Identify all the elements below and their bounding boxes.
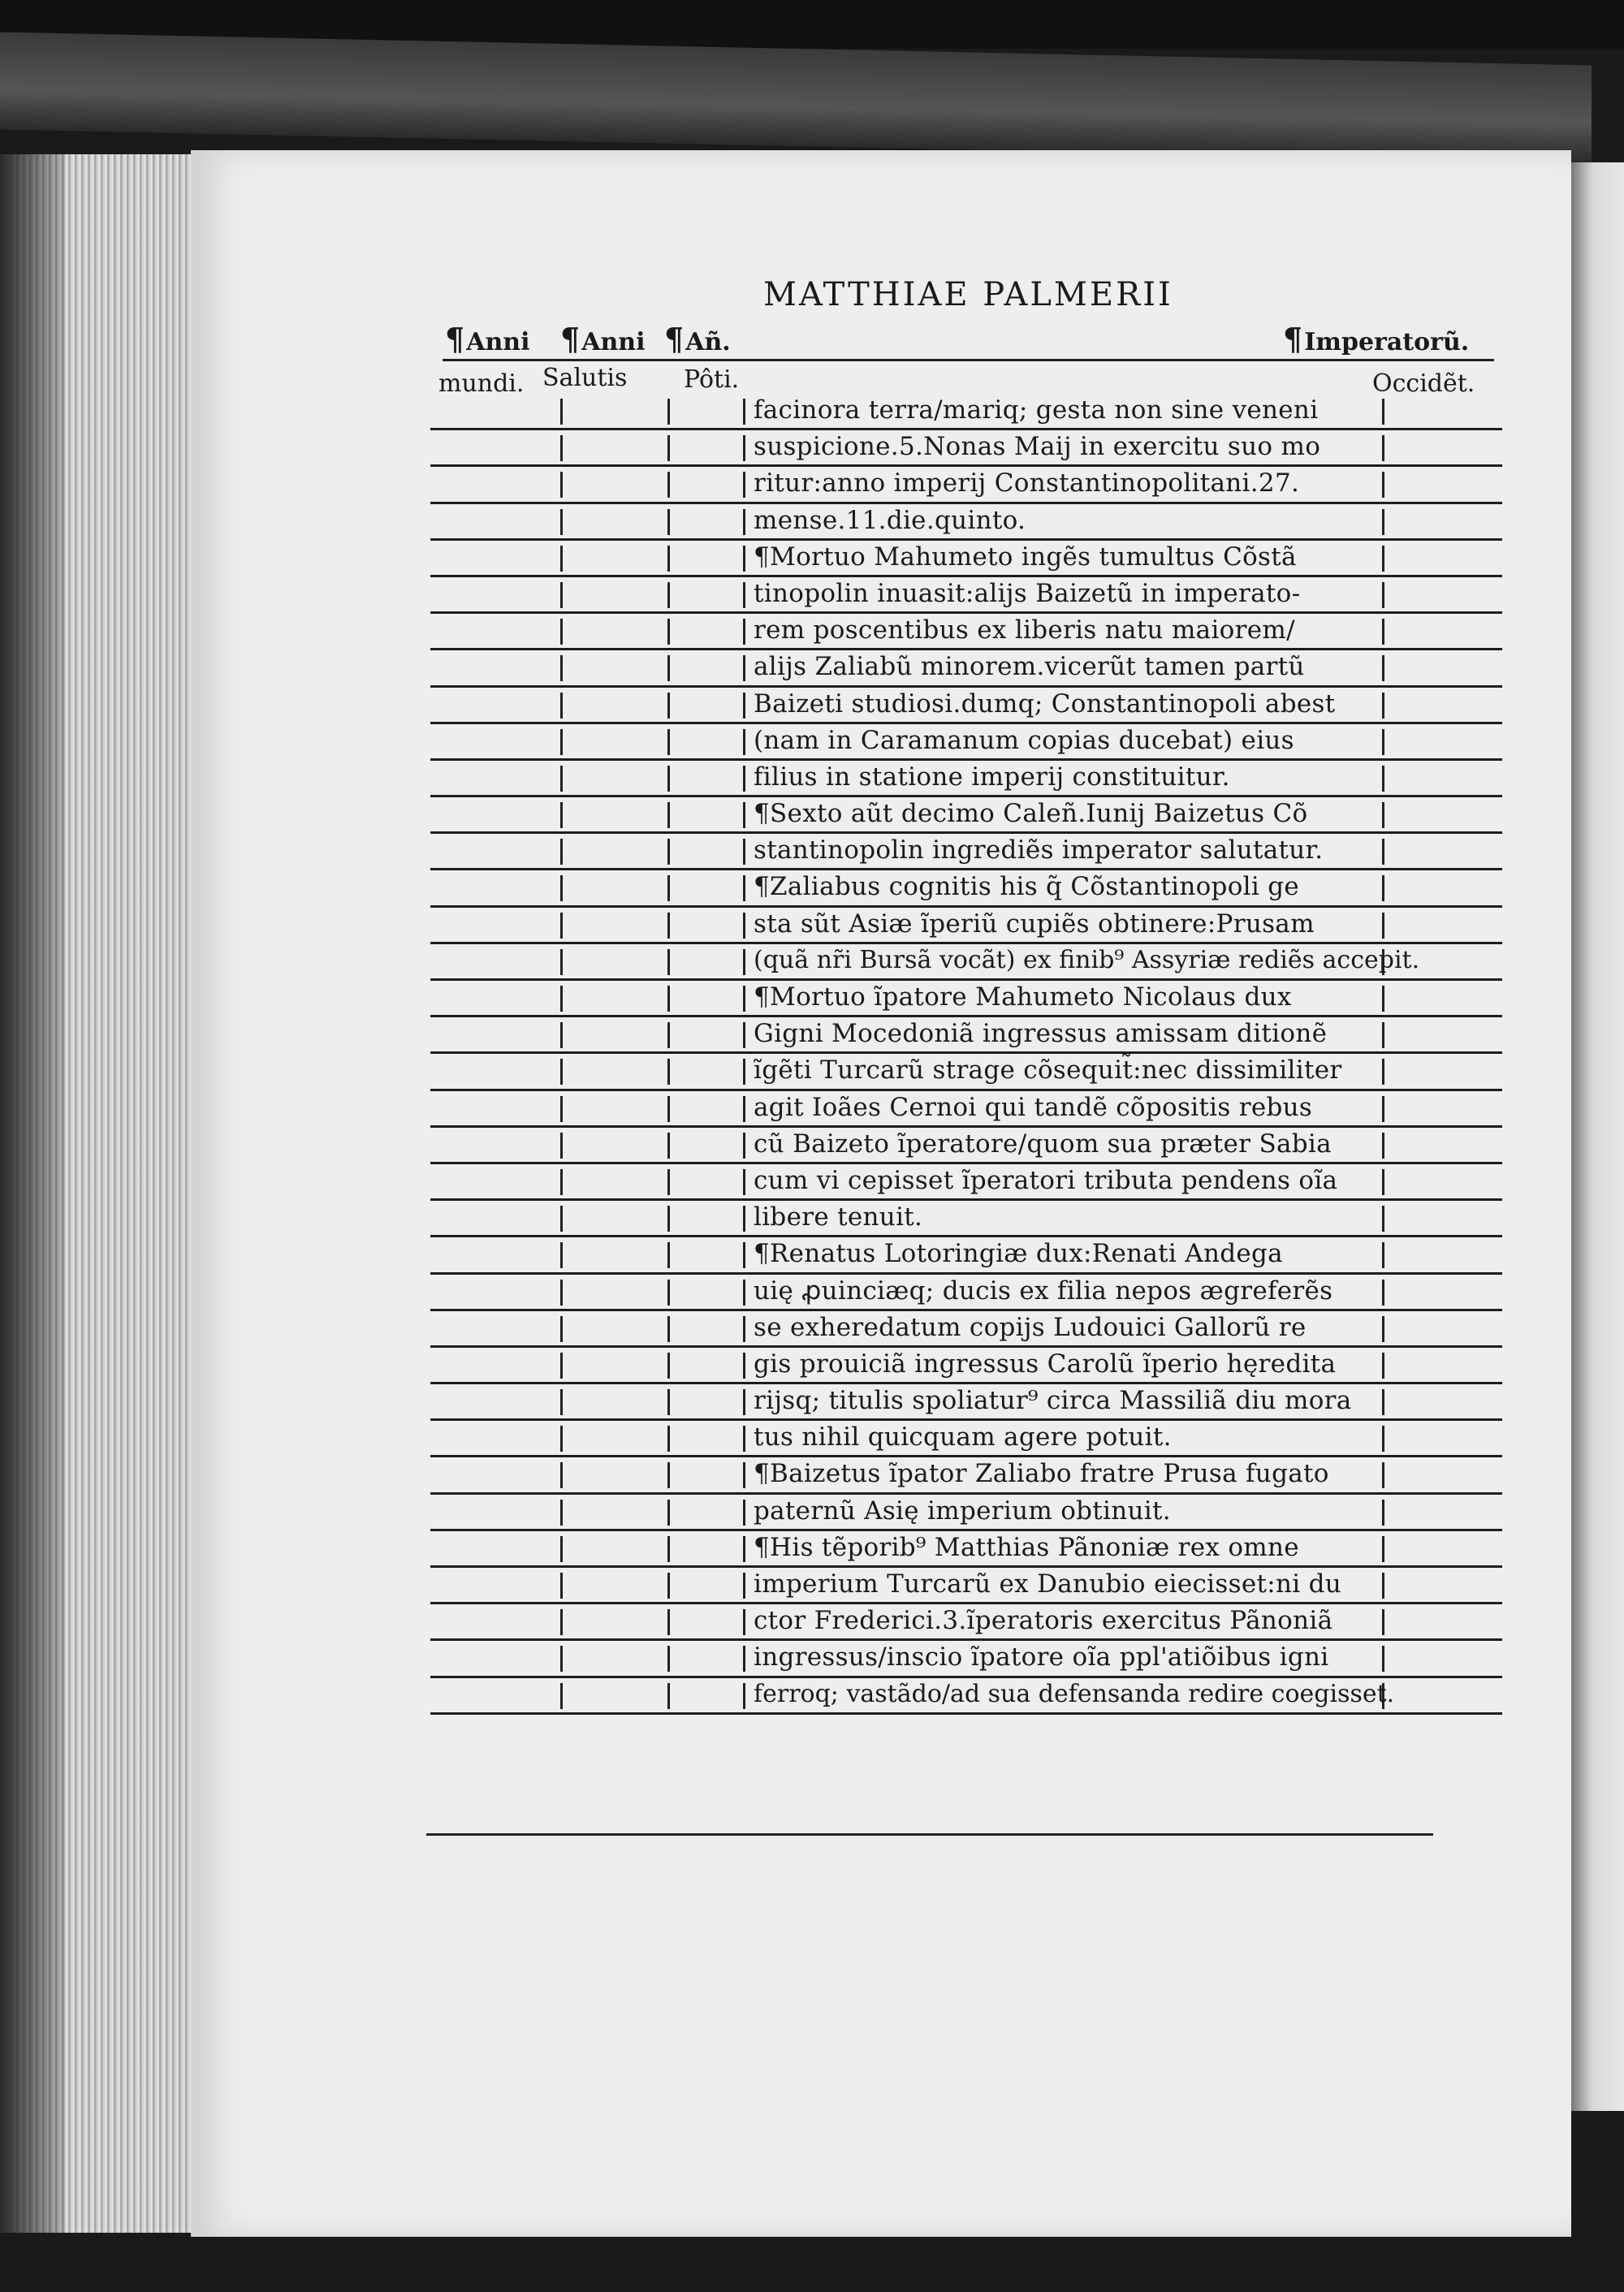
column-divider (560, 839, 563, 865)
column-divider (743, 1609, 745, 1635)
table-row (430, 908, 1502, 944)
table-row (430, 1275, 1502, 1311)
text-line: tinopolin inuasit:alijs Baizetũ in imperato- (754, 578, 1301, 608)
column-divider (560, 435, 563, 461)
column-divider (1382, 472, 1384, 498)
column-divider (667, 1536, 670, 1562)
column-divider (743, 1206, 745, 1232)
column-divider (743, 509, 745, 535)
table-row (430, 541, 1502, 577)
column-divider (1382, 1316, 1384, 1342)
column-divider (560, 546, 563, 572)
column-divider (1382, 729, 1384, 755)
column-divider (560, 729, 563, 755)
column-divider (667, 1022, 670, 1048)
table-row (430, 797, 1502, 834)
column-divider (667, 986, 670, 1012)
table-row (430, 870, 1502, 907)
column-divider (1382, 1353, 1384, 1379)
column-divider (1382, 1059, 1384, 1085)
table-row (430, 1128, 1502, 1164)
table-row (430, 1237, 1502, 1274)
text-line: se exheredatum copijs Ludouici Gallorũ re (754, 1312, 1307, 1342)
text-line: ĩgẽti Turcarũ strage cõsequit̃:nec dissimiliter (754, 1055, 1342, 1086)
text-line: ctor Frederici.3.ĩperatoris exercitus Pãnoniã (754, 1606, 1333, 1636)
column-divider (1382, 1096, 1384, 1122)
table-row (430, 1348, 1502, 1384)
text-line: rijsq; titulis spoliatur⁹ circa Massiliã diu mora (754, 1386, 1352, 1416)
column-divider (667, 766, 670, 792)
column-divider (743, 1389, 745, 1415)
column-divider (743, 1646, 745, 1672)
column-divider (1382, 839, 1384, 865)
table-row (430, 1091, 1502, 1128)
column-divider (743, 802, 745, 828)
text-line: rem poscentibus ex liberis natu maiorem/ (754, 615, 1295, 645)
table-row (430, 430, 1502, 467)
pilcrow-icon: ¶ (560, 321, 581, 357)
column-divider (560, 1133, 563, 1159)
column-divider (1382, 1206, 1384, 1232)
column-divider (667, 802, 670, 828)
text-line: ferroq; vastãdo/ad sua defensanda redire coegisset. (754, 1679, 1395, 1708)
facing-page-edge (1571, 162, 1624, 2111)
column-divider (1382, 509, 1384, 535)
column-divider (560, 1573, 563, 1599)
column-divider (1382, 1426, 1384, 1452)
text-line: stantinopolin ingrediẽs imperator salutatur. (754, 835, 1324, 865)
text-line: ¶Mortuo ĩpatore Mahumeto Nicolaus dux (754, 982, 1292, 1012)
column-divider (560, 582, 563, 608)
column-divider (1382, 1169, 1384, 1195)
column-divider (743, 399, 745, 425)
column-divider (560, 913, 563, 939)
column-divider (560, 802, 563, 828)
column-divider (667, 1133, 670, 1159)
column-divider (743, 839, 745, 865)
column-divider (667, 1426, 670, 1452)
pilcrow-icon: ¶ (445, 321, 465, 357)
text-line: uię ꝓuinciæq; ducis ex filia nepos ægreferẽs (754, 1275, 1333, 1306)
table-row (430, 981, 1502, 1017)
column-divider (743, 1059, 745, 1085)
column-divider (743, 913, 745, 939)
table-row (430, 724, 1502, 761)
column-divider (667, 1389, 670, 1415)
column-divider (1382, 435, 1384, 461)
column-divider (667, 949, 670, 975)
column-divider (1382, 546, 1384, 572)
column-divider (743, 1133, 745, 1159)
column-divider (743, 1683, 745, 1709)
table-row (430, 1495, 1502, 1531)
column-divider (560, 1389, 563, 1415)
header-rule (443, 359, 1494, 361)
column-divider (743, 435, 745, 461)
column-divider (667, 435, 670, 461)
column-divider (743, 1280, 745, 1306)
column-divider (743, 1426, 745, 1452)
text-line: sta sũt Asiæ ĩperiũ cupiẽs obtinere:Prusam (754, 909, 1315, 939)
table-row (430, 650, 1502, 687)
column-divider (560, 875, 563, 901)
column-divider (667, 729, 670, 755)
column-divider (1382, 1573, 1384, 1599)
table-row (430, 614, 1502, 650)
column-divider (667, 582, 670, 608)
column-divider (667, 509, 670, 535)
column-divider (667, 1353, 670, 1379)
column-divider (667, 1206, 670, 1232)
column-divider (1382, 619, 1384, 645)
header-imperatorum: ¶Imperatorũ. (1283, 321, 1470, 357)
column-divider (560, 1280, 563, 1306)
pilcrow-icon: ¶ (664, 321, 685, 357)
column-divider (667, 839, 670, 865)
column-divider (667, 1316, 670, 1342)
text-line: agit Ioães Cernoi qui tandẽ cõpositis rebus (754, 1092, 1313, 1122)
column-divider (667, 1280, 670, 1306)
column-divider (560, 1206, 563, 1232)
column-divider (667, 875, 670, 901)
column-divider (560, 655, 563, 681)
table-row (430, 1201, 1502, 1237)
column-divider (743, 1169, 745, 1195)
column-divider (1382, 693, 1384, 719)
column-divider (1382, 1280, 1384, 1306)
table-row (430, 1531, 1502, 1568)
column-divider (1382, 1646, 1384, 1672)
column-divider (1382, 1242, 1384, 1268)
column-divider (743, 875, 745, 901)
column-divider (667, 399, 670, 425)
text-line: cum vi cepisset ĩperatori tributa pendens oĩa (754, 1165, 1338, 1195)
column-divider (560, 949, 563, 975)
column-divider (743, 1353, 745, 1379)
text-line: gis prouiciã ingressus Carolũ ĩperio hęredita (754, 1349, 1337, 1379)
column-divider (743, 986, 745, 1012)
text-line: filius in statione imperij constituitur. (754, 762, 1230, 792)
text-line: ¶Mortuo Mahumeto ingẽs tumultus Cõstã (754, 542, 1297, 572)
table-row (430, 944, 1502, 981)
column-divider (743, 1573, 745, 1599)
text-line: mense.11.die.quinto. (754, 505, 1026, 535)
text-line: libere tenuit. (754, 1202, 923, 1232)
column-divider (743, 1242, 745, 1268)
table-row (430, 1421, 1502, 1457)
column-divider (667, 1573, 670, 1599)
column-divider (667, 913, 670, 939)
column-divider (667, 472, 670, 498)
header-anni-mundi: ¶Anni (445, 321, 530, 357)
header-mundi-label: mundi. (438, 369, 525, 398)
column-divider (667, 655, 670, 681)
table-row (430, 504, 1502, 541)
row-rule (430, 1712, 1502, 1715)
column-divider (1382, 802, 1384, 828)
column-divider (1382, 1500, 1384, 1526)
table-row (430, 834, 1502, 870)
column-divider (743, 949, 745, 975)
column-divider (667, 1059, 670, 1085)
column-divider (560, 1646, 563, 1672)
column-divider (743, 1500, 745, 1526)
column-divider (560, 1462, 563, 1488)
column-divider (560, 619, 563, 645)
column-divider (560, 986, 563, 1012)
table-row (430, 1678, 1502, 1715)
column-divider (667, 1462, 670, 1488)
column-divider (1382, 1389, 1384, 1415)
column-divider (1382, 655, 1384, 681)
column-divider (560, 1242, 563, 1268)
column-divider (560, 693, 563, 719)
text-line: imperium Turcarũ ex Danubio eiecisset:ni du (754, 1569, 1342, 1599)
column-divider (560, 399, 563, 425)
column-divider (1382, 913, 1384, 939)
column-divider (667, 1500, 670, 1526)
column-divider (1382, 582, 1384, 608)
column-divider (743, 729, 745, 755)
table-row (430, 467, 1502, 503)
column-divider (1382, 1462, 1384, 1488)
table-row (430, 761, 1502, 797)
text-line: cũ Baizeto ĩperatore/quom sua præter Sabia (754, 1129, 1332, 1159)
column-divider (1382, 1609, 1384, 1635)
column-divider (667, 1169, 670, 1195)
column-divider (667, 1242, 670, 1268)
column-divider (743, 1462, 745, 1488)
header-poti-label: Pôti. (684, 365, 740, 394)
table-row (430, 1604, 1502, 1641)
column-divider (1382, 399, 1384, 425)
column-divider (667, 1609, 670, 1635)
column-divider (560, 1316, 563, 1342)
bottom-rule (426, 1833, 1433, 1836)
table-row (430, 1311, 1502, 1348)
column-divider (667, 1683, 670, 1709)
column-divider (560, 1059, 563, 1085)
header-an-poti: ¶Añ. (664, 321, 731, 357)
text-line: paternũ Asię imperium obtinuit. (754, 1496, 1171, 1526)
text-line: ¶Sexto aũt decimo Caleñ.Iunij Baizetus Cõ (754, 799, 1308, 829)
column-divider (560, 1683, 563, 1709)
column-divider (743, 1316, 745, 1342)
column-divider (1382, 1536, 1384, 1562)
column-divider (1382, 1022, 1384, 1048)
header-anni-salutis: ¶Anni (560, 321, 646, 357)
column-divider (560, 766, 563, 792)
column-divider (560, 1096, 563, 1122)
column-divider (1382, 875, 1384, 901)
header-salutis-label: Salutis (542, 364, 628, 392)
column-divider (667, 546, 670, 572)
column-divider (743, 1536, 745, 1562)
column-divider (560, 1609, 563, 1635)
column-divider (743, 1022, 745, 1048)
running-head: MATTHIAE PALMERII (763, 276, 1173, 313)
column-divider (560, 1169, 563, 1195)
column-divider (743, 546, 745, 572)
header-occident-label: Occidẽt. (1372, 369, 1475, 398)
column-divider (1382, 986, 1384, 1012)
column-divider (560, 1536, 563, 1562)
chronicle-table (430, 394, 1502, 1715)
column-divider (667, 1646, 670, 1672)
text-line: ritur:anno imperij Constantinopolitani.27. (754, 468, 1300, 499)
text-line: (quã nr̃i Bursã vocãt) ex finib⁹ Assyriæ rediẽs accepit. (754, 945, 1420, 974)
text-line: facinora terra/mariq; gesta non sine veneni (754, 395, 1319, 425)
column-divider (560, 1500, 563, 1526)
text-line: ¶Baizetus ĩpator Zaliabo fratre Prusa fugato (754, 1459, 1329, 1489)
column-divider (743, 582, 745, 608)
table-row (430, 577, 1502, 614)
table-row (430, 1054, 1502, 1090)
table-row (430, 1568, 1502, 1604)
text-line: ¶His tẽporib⁹ Matthias Pãnoniæ rex omne (754, 1532, 1299, 1562)
text-line: alijs Zaliabũ minorem.vicerũt tamen partũ (754, 652, 1305, 682)
text-line: Gigni Mocedoniã ingressus amissam ditionẽ (754, 1019, 1328, 1049)
column-divider (1382, 766, 1384, 792)
text-line: ingressus/inscio ĩpatore oĩa ppl'atiõibus igni (754, 1642, 1329, 1673)
text-line: ¶Zaliabus cognitis his q̃ Cõstantinopoli ge (754, 872, 1300, 902)
text-line: tus nihil quicquam agere potuit. (754, 1422, 1172, 1452)
column-divider (560, 509, 563, 535)
table-row (430, 1384, 1502, 1421)
table-row (430, 1164, 1502, 1201)
column-divider (743, 472, 745, 498)
column-divider (1382, 1133, 1384, 1159)
column-divider (560, 472, 563, 498)
table-row (430, 1457, 1502, 1494)
text-line: suspicione.5.Nonas Maij in exercitu suo mo (754, 432, 1321, 462)
column-divider (743, 766, 745, 792)
text-line: (nam in Caramanum copias ducebat) eius (754, 725, 1294, 755)
column-divider (743, 1096, 745, 1122)
table-row (430, 1641, 1502, 1677)
page-edges-stack (0, 154, 203, 2233)
column-divider (667, 1096, 670, 1122)
text-line: ¶Renatus Lotoringiæ dux:Renati Andega (754, 1239, 1283, 1269)
text-line: Baizeti studiosi.dumq; Constantinopoli abest (754, 688, 1336, 719)
table-row (430, 394, 1502, 430)
table-row (430, 1017, 1502, 1054)
column-divider (743, 619, 745, 645)
column-divider (743, 655, 745, 681)
column-divider (667, 619, 670, 645)
column-divider (560, 1353, 563, 1379)
column-divider (560, 1426, 563, 1452)
column-divider (667, 693, 670, 719)
column-divider (560, 1022, 563, 1048)
column-divider (743, 693, 745, 719)
pilcrow-icon: ¶ (1283, 321, 1303, 357)
table-row (430, 688, 1502, 724)
